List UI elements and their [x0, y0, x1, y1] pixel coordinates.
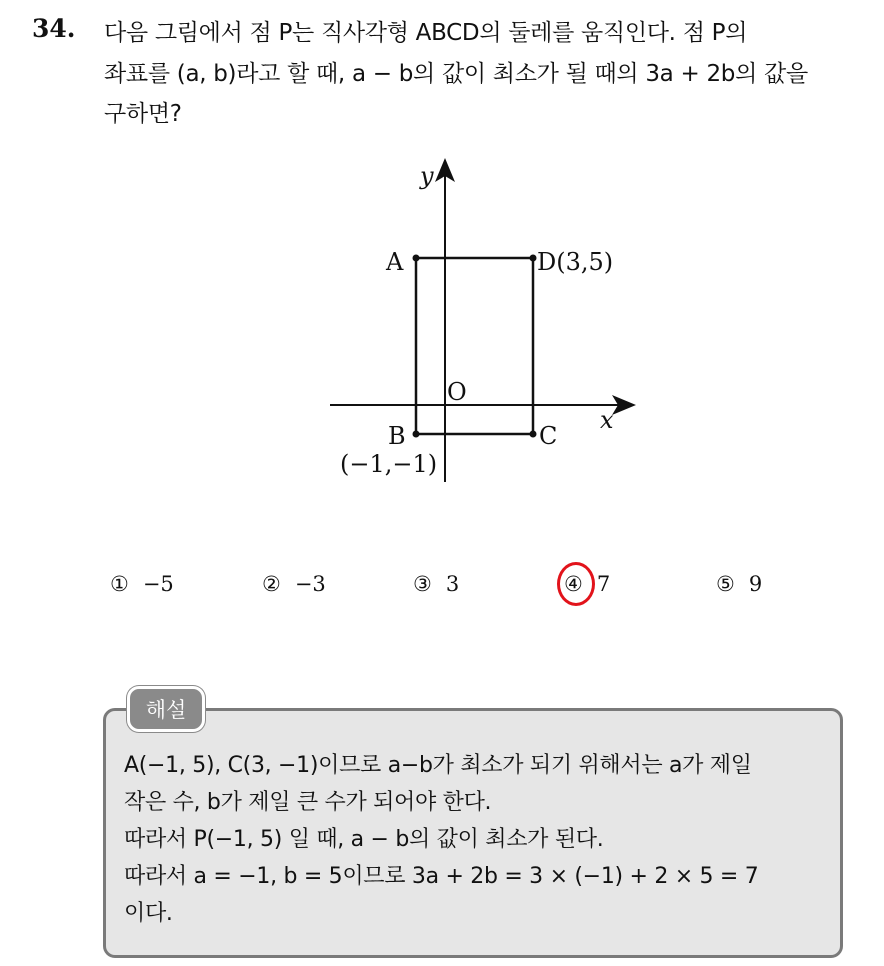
solution-line-5: 이다.: [124, 901, 173, 926]
choice-3-value: 3: [445, 572, 460, 596]
solution-line-4: 따라서 a = −1, b = 5이므로 3a + 2b = 3 × (−1) + 2 × 5 = 7: [124, 864, 759, 889]
solution-line-1: A(−1, 5), C(3, −1)이므로 a−b가 최소가 되기 위해서는 a가 제일: [124, 753, 752, 778]
vertex-c: [530, 431, 537, 438]
solution-tag: 해설: [127, 686, 205, 732]
choice-1-number: ①: [110, 572, 129, 596]
choice-3-number: ③: [413, 572, 432, 596]
solution-line-2: 작은 수, b가 제일 큰 수가 되어야 한다.: [124, 790, 492, 815]
solution-line-3: 따라서 P(−1, 5) 일 때, a − b의 값이 최소가 된다.: [124, 827, 604, 852]
question-line-3: 구하면?: [104, 101, 182, 127]
y-axis-label: y: [420, 162, 434, 190]
choice-2-number: ②: [262, 572, 281, 596]
x-axis-label: x: [600, 406, 614, 434]
vertex-d: [530, 255, 537, 262]
choice-4-number: ④: [564, 572, 583, 596]
choice-5-value: 9: [748, 572, 763, 596]
vertex-a: [413, 255, 420, 262]
choice-2-value: −3: [294, 572, 326, 596]
label-b: B: [388, 422, 406, 450]
origin-label: O: [447, 378, 467, 406]
vertex-b: [413, 431, 420, 438]
label-b-coord: (−1,−1): [340, 450, 438, 478]
question-number: 34.: [32, 14, 76, 43]
choice-3[interactable]: [413, 572, 459, 596]
question-line-1: 다음 그림에서 점 P는 직사각형 ABCD의 둘레를 움직인다. 점 P의: [104, 20, 748, 46]
choice-5-number: ⑤: [716, 572, 735, 596]
choice-5[interactable]: [716, 572, 762, 596]
answer-choices: [0, 572, 884, 606]
choice-4-value: 7: [596, 572, 611, 596]
question-line-2: 좌표를 (a, b)라고 할 때, a − b의 값이 최소가 될 때의 3a + 2b의 값을: [104, 61, 808, 87]
label-d: D(3,5): [537, 248, 614, 276]
rectangle-abcd: [416, 258, 533, 434]
label-a: A: [386, 248, 404, 276]
choice-2[interactable]: [262, 572, 326, 596]
answer-circle-mark: [557, 562, 595, 606]
choice-1-value: −5: [142, 572, 174, 596]
choice-1[interactable]: [110, 572, 174, 596]
label-c: C: [539, 422, 558, 450]
